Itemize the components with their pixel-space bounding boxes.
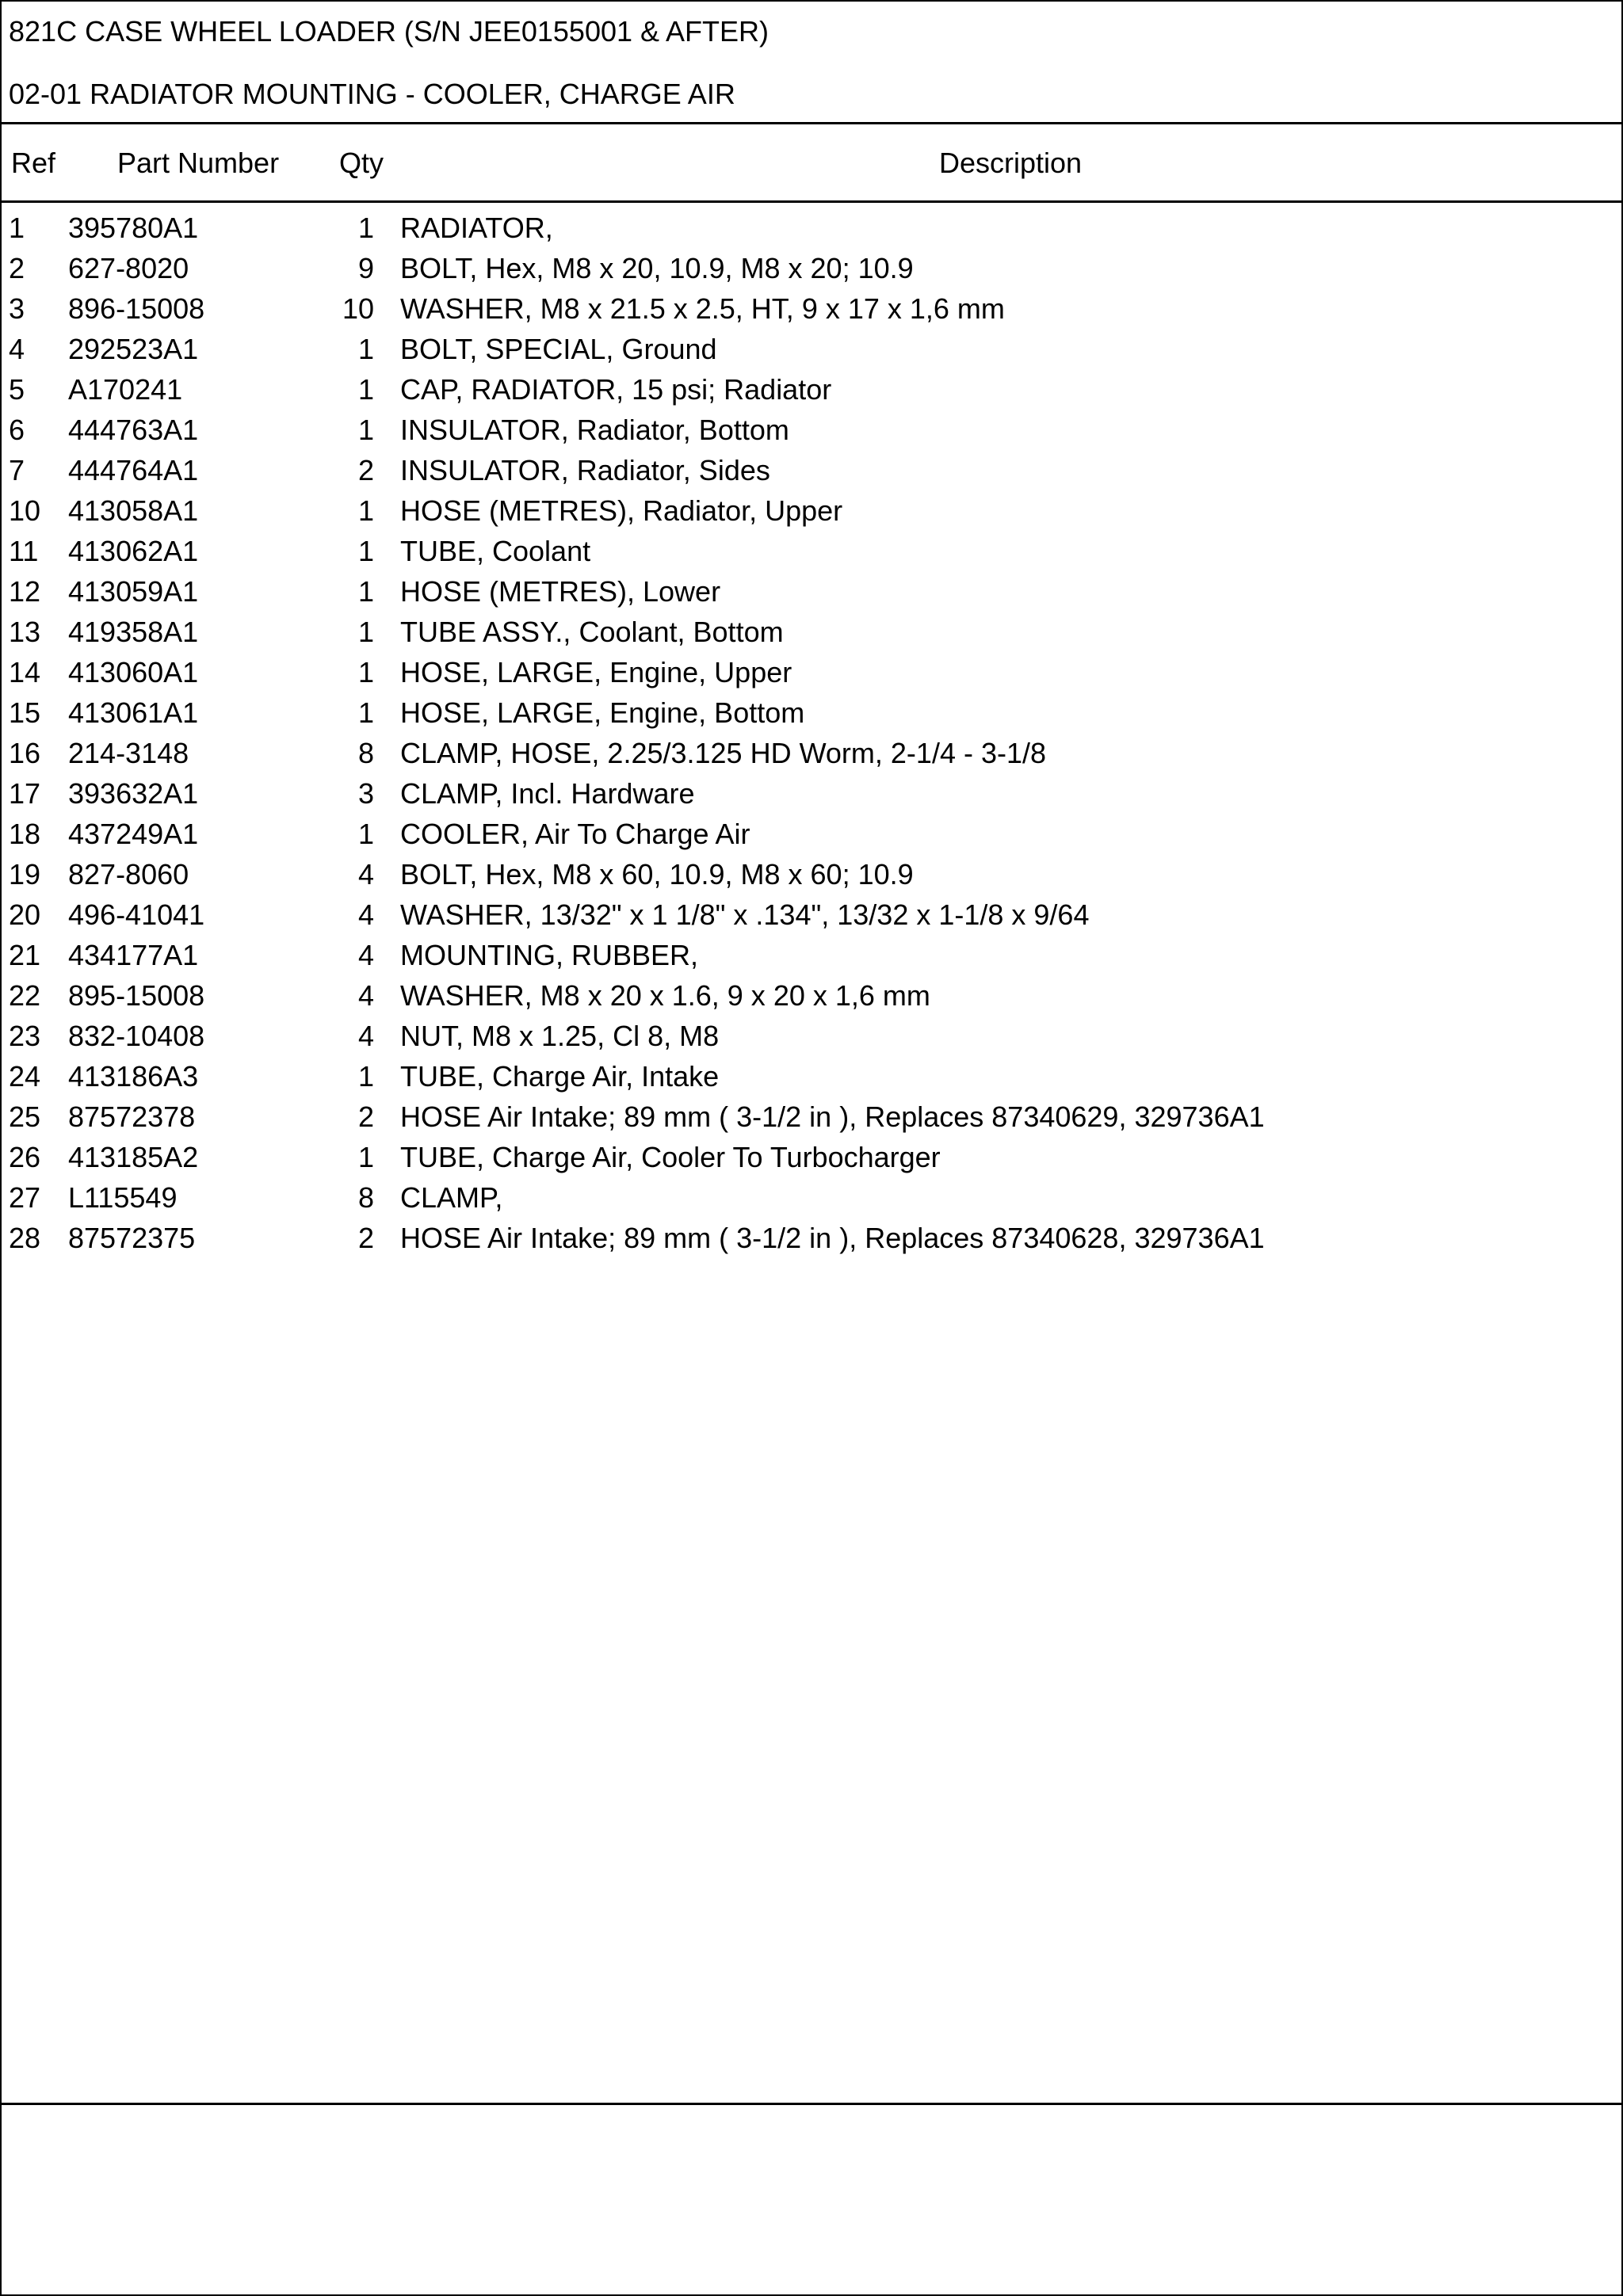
table-row: [2, 935, 1621, 975]
cell-description: TUBE, Charge Air, Cooler To Turbocharger: [400, 1141, 941, 1173]
cell-ref: 5: [9, 373, 25, 406]
cell-part-number: 496-41041: [68, 898, 205, 931]
cell-part-number: 419358A1: [68, 616, 199, 648]
table-row: [2, 329, 1621, 369]
cell-qty: 4: [357, 939, 374, 971]
table-row: [2, 248, 1621, 288]
cell-part-number: 413059A1: [68, 575, 199, 608]
cell-part-number: 413186A3: [68, 1060, 199, 1093]
cell-qty: 1: [357, 696, 374, 729]
page-title: 821C CASE WHEEL LOADER (S/N JEE0155001 & AFTER): [9, 15, 769, 48]
cell-qty: 4: [357, 1020, 374, 1052]
cell-ref: 3: [9, 292, 25, 325]
cell-part-number: 413061A1: [68, 696, 199, 729]
table-row: [2, 692, 1621, 733]
cell-qty: 2: [357, 1222, 374, 1254]
table-row: [2, 1056, 1621, 1097]
cell-ref: 24: [9, 1060, 41, 1093]
table-row: [2, 1177, 1621, 1218]
cell-qty: 1: [357, 818, 374, 850]
cell-part-number: 434177A1: [68, 939, 199, 971]
cell-ref: 16: [9, 737, 41, 769]
cell-description: CLAMP,: [400, 1181, 503, 1214]
cell-ref: 14: [9, 656, 41, 688]
cell-part-number: 413062A1: [68, 535, 199, 567]
cell-ref: 13: [9, 616, 41, 648]
cell-description: BOLT, Hex, M8 x 20, 10.9, M8 x 20; 10.9: [400, 252, 914, 284]
cell-description: HOSE Air Intake; 89 mm ( 3-1/2 in ), Replaces 87340629, 329736A1: [400, 1100, 1265, 1133]
cell-description: HOSE (METRES), Radiator, Upper: [400, 494, 843, 527]
cell-description: CLAMP, Incl. Hardware: [400, 777, 695, 810]
cell-description: WASHER, 13/32" x 1 1/8" x .134", 13/32 x 1-1/8 x 9/64: [400, 898, 1090, 931]
cell-description: NUT, M8 x 1.25, Cl 8, M8: [400, 1020, 720, 1052]
table-row: [2, 288, 1621, 329]
cell-qty: 1: [357, 616, 374, 648]
cell-part-number: 832-10408: [68, 1020, 205, 1052]
table-row: [2, 1218, 1621, 1258]
cell-qty: 1: [357, 535, 374, 567]
cell-part-number: 896-15008: [68, 292, 205, 325]
page-header: [2, 2, 1621, 124]
cell-part-number: 292523A1: [68, 333, 199, 365]
parts-table-body: [2, 208, 1621, 1258]
column-header-ref: Ref: [11, 147, 56, 179]
table-row: [2, 733, 1621, 773]
table-row: [2, 490, 1621, 531]
cell-part-number: 413185A2: [68, 1141, 199, 1173]
cell-qty: 1: [357, 656, 374, 688]
cell-ref: 11: [9, 535, 39, 567]
cell-ref: 21: [9, 939, 41, 971]
table-row: [2, 773, 1621, 814]
cell-ref: 1: [9, 212, 25, 244]
cell-ref: 6: [9, 414, 25, 446]
cell-description: TUBE, Coolant: [400, 535, 591, 567]
cell-description: MOUNTING, RUBBER,: [400, 939, 699, 971]
cell-qty: 2: [357, 454, 374, 486]
cell-qty: 8: [357, 1181, 374, 1214]
cell-part-number: 444764A1: [68, 454, 199, 486]
cell-ref: 7: [9, 454, 25, 486]
cell-part-number: 827-8060: [68, 858, 189, 891]
page-subtitle: 02-01 RADIATOR MOUNTING - COOLER, CHARGE AIR: [9, 78, 735, 110]
cell-ref: 19: [9, 858, 41, 891]
cell-qty: 2: [357, 1100, 374, 1133]
cell-ref: 15: [9, 696, 41, 729]
table-row: [2, 531, 1621, 571]
table-row: [2, 208, 1621, 248]
table-row: [2, 1137, 1621, 1177]
column-header-qty: Qty: [339, 147, 384, 179]
table-row: [2, 369, 1621, 410]
cell-ref: 12: [9, 575, 41, 608]
cell-ref: 27: [9, 1181, 41, 1214]
cell-part-number: 393632A1: [68, 777, 199, 810]
cell-ref: 17: [9, 777, 41, 810]
cell-description: INSULATOR, Radiator, Bottom: [400, 414, 789, 446]
cell-qty: 3: [357, 777, 374, 810]
cell-part-number: 87572378: [68, 1100, 196, 1133]
cell-qty: 4: [357, 858, 374, 891]
cell-part-number: L115549: [68, 1181, 178, 1214]
column-header-part-number: Part Number: [117, 147, 280, 179]
cell-ref: 20: [9, 898, 41, 931]
table-row: [2, 975, 1621, 1016]
table-row: [2, 410, 1621, 450]
cell-ref: 2: [9, 252, 25, 284]
cell-description: BOLT, Hex, M8 x 60, 10.9, M8 x 60; 10.9: [400, 858, 914, 891]
cell-description: HOSE, LARGE, Engine, Upper: [400, 656, 792, 688]
cell-description: COOLER, Air To Charge Air: [400, 818, 750, 850]
table-row: [2, 450, 1621, 490]
cell-description: CAP, RADIATOR, 15 psi; Radiator: [400, 373, 832, 406]
cell-part-number: 87572375: [68, 1222, 196, 1254]
table-row: [2, 1016, 1621, 1056]
cell-description: RADIATOR,: [400, 212, 553, 244]
cell-ref: 28: [9, 1222, 41, 1254]
cell-ref: 23: [9, 1020, 41, 1052]
cell-part-number: 444763A1: [68, 414, 199, 446]
cell-ref: 10: [9, 494, 41, 527]
cell-description: HOSE Air Intake; 89 mm ( 3-1/2 in ), Replaces 87340628, 329736A1: [400, 1222, 1265, 1254]
table-header: [2, 124, 1621, 203]
cell-description: BOLT, SPECIAL, Ground: [400, 333, 717, 365]
page-footer: [2, 2103, 1621, 2294]
cell-description: CLAMP, HOSE, 2.25/3.125 HD Worm, 2-1/4 - 3-1/8: [400, 737, 1047, 769]
cell-description: HOSE (METRES), Lower: [400, 575, 721, 608]
cell-ref: 26: [9, 1141, 41, 1173]
cell-qty: 1: [357, 1060, 374, 1093]
cell-qty: 9: [357, 252, 374, 284]
cell-part-number: A170241: [68, 373, 183, 406]
cell-part-number: 413058A1: [68, 494, 199, 527]
table-row: [2, 1097, 1621, 1137]
cell-qty: 1: [357, 373, 374, 406]
cell-description: TUBE, Charge Air, Intake: [400, 1060, 720, 1093]
table-row: [2, 814, 1621, 854]
cell-qty: 1: [357, 1141, 374, 1173]
table-row: [2, 652, 1621, 692]
cell-ref: 22: [9, 979, 41, 1012]
cell-part-number: 395780A1: [68, 212, 199, 244]
cell-description: WASHER, M8 x 21.5 x 2.5, HT, 9 x 17 x 1,6 mm: [400, 292, 1005, 325]
cell-part-number: 413060A1: [68, 656, 199, 688]
table-row: [2, 571, 1621, 612]
cell-qty: 1: [357, 212, 374, 244]
cell-ref: 4: [9, 333, 25, 365]
cell-qty: 1: [357, 333, 374, 365]
cell-part-number: 895-15008: [68, 979, 205, 1012]
cell-qty: 4: [357, 898, 374, 931]
cell-qty: 8: [357, 737, 374, 769]
cell-qty: 4: [357, 979, 374, 1012]
cell-qty: 1: [357, 494, 374, 527]
table-row: [2, 612, 1621, 652]
cell-part-number: 437249A1: [68, 818, 199, 850]
cell-ref: 25: [9, 1100, 41, 1133]
cell-description: TUBE ASSY., Coolant, Bottom: [400, 616, 784, 648]
cell-ref: 18: [9, 818, 41, 850]
table-row: [2, 894, 1621, 935]
cell-qty: 10: [342, 292, 374, 325]
cell-qty: 1: [357, 414, 374, 446]
column-header-description: Description: [939, 147, 1083, 179]
cell-part-number: 214-3148: [68, 737, 189, 769]
cell-qty: 1: [357, 575, 374, 608]
cell-part-number: 627-8020: [68, 252, 189, 284]
cell-description: HOSE, LARGE, Engine, Bottom: [400, 696, 805, 729]
cell-description: INSULATOR, Radiator, Sides: [400, 454, 770, 486]
table-row: [2, 854, 1621, 894]
cell-description: WASHER, M8 x 20 x 1.6, 9 x 20 x 1,6 mm: [400, 979, 930, 1012]
